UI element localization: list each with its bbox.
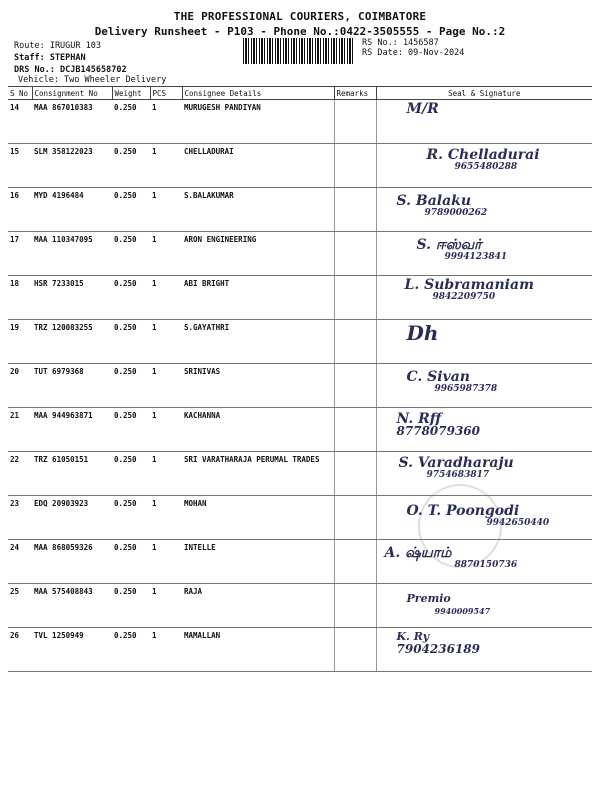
- cell-weight: 0.250: [112, 276, 150, 320]
- handwritten-signature: C. Sivan 9965987378: [406, 369, 498, 394]
- table-row: [8, 584, 592, 628]
- cell-consignee: SRINIVAS: [182, 364, 334, 408]
- cell-remarks: [334, 408, 376, 452]
- cell-pcs: 1: [150, 540, 182, 584]
- handwritten-signature: Premio 9940009547: [406, 592, 491, 616]
- cell-signature: [376, 100, 592, 144]
- cell-pcs: 1: [150, 320, 182, 364]
- table-row: [8, 540, 592, 584]
- col-consignment-no: Consignment No: [32, 87, 112, 100]
- handwritten-signature: A. ஷ்யாம் 8870150736: [384, 545, 518, 570]
- cell-remarks: [334, 100, 376, 144]
- handwritten-signature: S. Varadharaju 9754683817: [398, 455, 514, 480]
- cell-weight: 0.250: [112, 364, 150, 408]
- table-row: [8, 320, 592, 364]
- cell-pcs: 1: [150, 408, 182, 452]
- cell-sno: 15: [8, 144, 32, 188]
- cell-consignee: KACHANNA: [182, 408, 334, 452]
- cell-pcs: 1: [150, 364, 182, 408]
- cell-signature: [376, 320, 592, 364]
- cell-sno: 23: [8, 496, 32, 540]
- cell-consignee: RAJA: [182, 584, 334, 628]
- cell-remarks: [334, 188, 376, 232]
- cell-consignee: ABI BRIGHT: [182, 276, 334, 320]
- handwritten-signature: S. Balaku 9789000262: [396, 193, 488, 218]
- cell-pcs: 1: [150, 452, 182, 496]
- cell-remarks: [334, 584, 376, 628]
- cell-remarks: [334, 144, 376, 188]
- cell-consignment-no: EDQ 20903923: [32, 496, 112, 540]
- cell-signature: [376, 628, 592, 672]
- cell-consignment-no: HSR 7233015: [32, 276, 112, 320]
- cell-signature: [376, 496, 592, 540]
- cell-pcs: 1: [150, 188, 182, 232]
- cell-consignee: SRI VARATHARAJA PERUMAL TRADES: [182, 452, 334, 496]
- table-row: [8, 232, 592, 276]
- cell-pcs: 1: [150, 232, 182, 276]
- cell-consignment-no: TRZ 61050151: [32, 452, 112, 496]
- cell-consignment-no: TVL 1250949: [32, 628, 112, 672]
- cell-remarks: [334, 364, 376, 408]
- cell-consignee: S.GAYATHRI: [182, 320, 334, 364]
- barcode-image: [243, 38, 355, 64]
- cell-signature: [376, 232, 592, 276]
- cell-pcs: 1: [150, 100, 182, 144]
- cell-consignment-no: MAA 868059326: [32, 540, 112, 584]
- cell-weight: 0.250: [112, 232, 150, 276]
- route-label: Route: IRUGUR 103: [14, 41, 101, 51]
- vehicle-label: Vehicle: Two Wheeler Delivery: [18, 75, 167, 85]
- cell-pcs: 1: [150, 584, 182, 628]
- cell-consignment-no: MAA 867010383: [32, 100, 112, 144]
- cell-signature: [376, 364, 592, 408]
- cell-consignee: MURUGESH PANDIYAN: [182, 100, 334, 144]
- cell-signature: [376, 540, 592, 584]
- runsheet-subtitle: Delivery Runsheet - P103 - Phone No.:0422-3505555 - Page No.:2: [94, 25, 506, 38]
- cell-consignment-no: TUT 6979368: [32, 364, 112, 408]
- cell-weight: 0.250: [112, 144, 150, 188]
- table-row: [8, 496, 592, 540]
- col-consignee: Consignee Details: [182, 87, 334, 100]
- cell-signature: [376, 276, 592, 320]
- cell-consignment-no: SLM 358122023: [32, 144, 112, 188]
- cell-weight: 0.250: [112, 584, 150, 628]
- cell-remarks: [334, 628, 376, 672]
- rs-date: RS Date: 09-Nov-2024: [362, 48, 465, 58]
- cell-sno: 26: [8, 628, 32, 672]
- table-row: [8, 408, 592, 452]
- cell-remarks: [334, 540, 376, 584]
- table-header-row: [8, 87, 592, 100]
- handwritten-signature: O. T. Poongodi 9942650440: [406, 503, 550, 528]
- staff-label: Staff: STEPHAN: [14, 53, 86, 63]
- cell-consignee: S.BALAKUMAR: [182, 188, 334, 232]
- cell-signature: [376, 408, 592, 452]
- cell-weight: 0.250: [112, 452, 150, 496]
- cell-sno: 24: [8, 540, 32, 584]
- cell-pcs: 1: [150, 276, 182, 320]
- cell-consignment-no: TRZ 120083255: [32, 320, 112, 364]
- cell-weight: 0.250: [112, 320, 150, 364]
- cell-remarks: [334, 320, 376, 364]
- handwritten-signature: M/R: [406, 101, 439, 117]
- handwritten-signature: N. Rff 8778079360: [396, 411, 480, 438]
- rs-number: RS No.: 1456587: [362, 38, 439, 48]
- cell-sno: 22: [8, 452, 32, 496]
- cell-sno: 19: [8, 320, 32, 364]
- cell-weight: 0.250: [112, 408, 150, 452]
- col-sno: S No: [8, 87, 32, 100]
- cell-sno: 17: [8, 232, 32, 276]
- table-row: [8, 144, 592, 188]
- col-pcs: PCS: [150, 87, 182, 100]
- cell-sno: 14: [8, 100, 32, 144]
- cell-consignee: MOHAN: [182, 496, 334, 540]
- cell-weight: 0.250: [112, 188, 150, 232]
- drs-number: DRS No.: DCJB145658702: [14, 65, 127, 75]
- col-remarks: Remarks: [334, 87, 376, 100]
- table-row: [8, 364, 592, 408]
- cell-sno: 25: [8, 584, 32, 628]
- cell-signature: [376, 452, 592, 496]
- cell-weight: 0.250: [112, 496, 150, 540]
- cell-consignee: MAMALLAN: [182, 628, 334, 672]
- table-row: [8, 100, 592, 144]
- cell-pcs: 1: [150, 628, 182, 672]
- cell-consignee: ARON ENGINEERING: [182, 232, 334, 276]
- handwritten-signature: K. Ry 7904236189: [396, 630, 480, 656]
- table-row: [8, 276, 592, 320]
- cell-consignment-no: MAA 944963871: [32, 408, 112, 452]
- cell-pcs: 1: [150, 496, 182, 540]
- col-weight: Weight: [112, 87, 150, 100]
- handwritten-signature: R. Chelladurai 9655480288: [426, 147, 540, 172]
- runsheet-table: [8, 86, 592, 672]
- col-signature: Seal & Signature: [376, 87, 592, 100]
- cell-consignee: INTELLE: [182, 540, 334, 584]
- handwritten-signature: Dh: [406, 321, 439, 345]
- cell-consignment-no: MAA 575408843: [32, 584, 112, 628]
- cell-consignee: CHELLADURAI: [182, 144, 334, 188]
- cell-remarks: [334, 276, 376, 320]
- cell-consignment-no: MYD 4196484: [32, 188, 112, 232]
- cell-sno: 21: [8, 408, 32, 452]
- cell-weight: 0.250: [112, 628, 150, 672]
- cell-remarks: [334, 452, 376, 496]
- cell-sno: 16: [8, 188, 32, 232]
- cell-signature: [376, 584, 592, 628]
- cell-consignment-no: MAA 110347095: [32, 232, 112, 276]
- table-row: [8, 628, 592, 672]
- cell-sno: 18: [8, 276, 32, 320]
- cell-signature: [376, 144, 592, 188]
- cell-remarks: [334, 232, 376, 276]
- table-row: [8, 452, 592, 496]
- cell-pcs: 1: [150, 144, 182, 188]
- table-row: [8, 188, 592, 232]
- cell-weight: 0.250: [112, 540, 150, 584]
- handwritten-signature: L. Subramaniam 9842209750: [404, 277, 534, 302]
- cell-sno: 20: [8, 364, 32, 408]
- handwritten-signature: S. ஈஸ்வர் 9994123841: [416, 237, 508, 262]
- company-title: THE PROFESSIONAL COURIERS, COIMBATORE: [173, 10, 427, 23]
- cell-signature: [376, 188, 592, 232]
- cell-weight: 0.250: [112, 100, 150, 144]
- cell-remarks: [334, 496, 376, 540]
